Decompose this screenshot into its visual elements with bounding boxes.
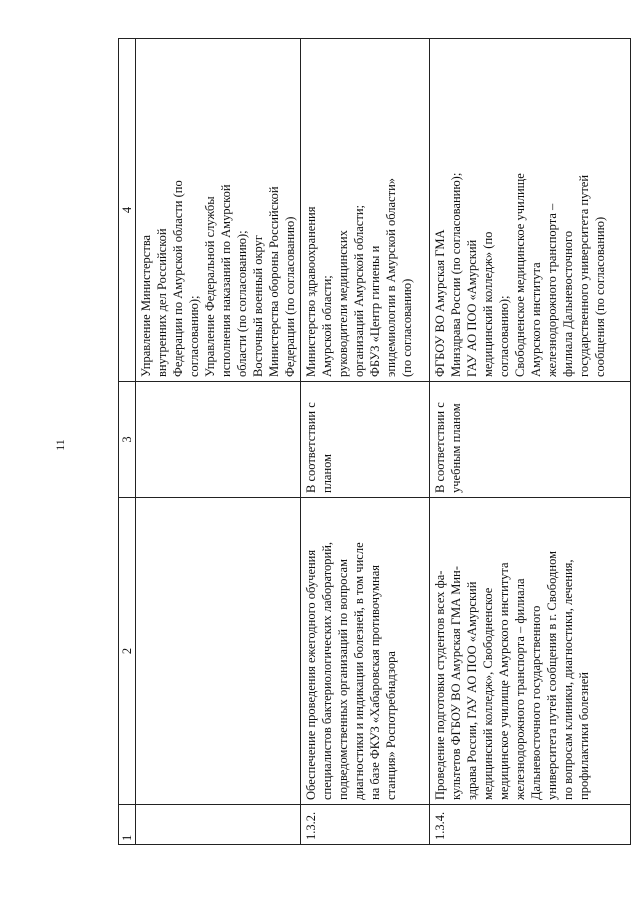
page-number: 11 bbox=[53, 439, 67, 451]
row-activity: Проведение подготовки студентов всех фа- культетов ФГБОУ ВО Амурская ГМА Мин- здрава России, ГАУ АО ПОО «Амурский медицинский колледж», Свободненское медицинское училище Амурского института железнодорожного транспорта – филиала Дальневосточного государственного университета путей сообщения в г. Свободном по вопросам клиники, диагностики, лечения, профилактики болезней bbox=[430, 498, 631, 805]
row-term bbox=[136, 382, 301, 498]
row-term: В соответствии с планом bbox=[301, 382, 430, 498]
row-executors: Управление Министерства внутренних дел Российской Федерации по Амурской области (по согласованию); Управление Федеральной службы исполнения наказаний по Амурской области (по согласованию); Восточный военный округ Министерства обороны Российской Федерации (по согласованию) bbox=[136, 39, 301, 382]
row-number bbox=[136, 805, 301, 845]
header-col-1: 1 bbox=[119, 805, 136, 845]
row-number: 1.3.4. bbox=[430, 805, 631, 845]
row-executors: ФГБОУ ВО Амурская ГМА Минздрава России (по согласованию); ГАУ АО ПОО «Амурский медицинский колледж» (по согласованию); Свободненское медицинское училище Амурского института железнодорожного транспорта – филиала Дальневосточного государственного университета путей сообщения (по согласованию) bbox=[430, 39, 631, 382]
header-col-4: 4 bbox=[119, 39, 136, 382]
rotated-table-container bbox=[118, 60, 607, 845]
row-activity: Обеспечение проведения ежегодного обучения специалистов бактериологических лабораторий, подведомственных организаций по вопросам диагностики и индикации болезней, в том числе на базе ФКУЗ «Хабаровская противочумная станция» Роспотребнадзора bbox=[301, 498, 430, 805]
header-col-3: 3 bbox=[119, 382, 136, 498]
table-row bbox=[136, 39, 301, 845]
row-number: 1.3.2. bbox=[301, 805, 430, 845]
row-executors: Министерство здравоохранения Амурской области; руководители медицинских организаций Амурской области; ФБУЗ «Центр гигиены и эпидемиологии в Амурской области» (по согласованию) bbox=[301, 39, 430, 382]
table-row bbox=[301, 39, 430, 845]
table-header-row bbox=[119, 39, 136, 845]
header-col-2: 2 bbox=[119, 498, 136, 805]
row-term: В соответствии с учебным планом bbox=[430, 382, 631, 498]
measures-table bbox=[118, 38, 631, 845]
table-row bbox=[430, 39, 631, 845]
row-activity bbox=[136, 498, 301, 805]
